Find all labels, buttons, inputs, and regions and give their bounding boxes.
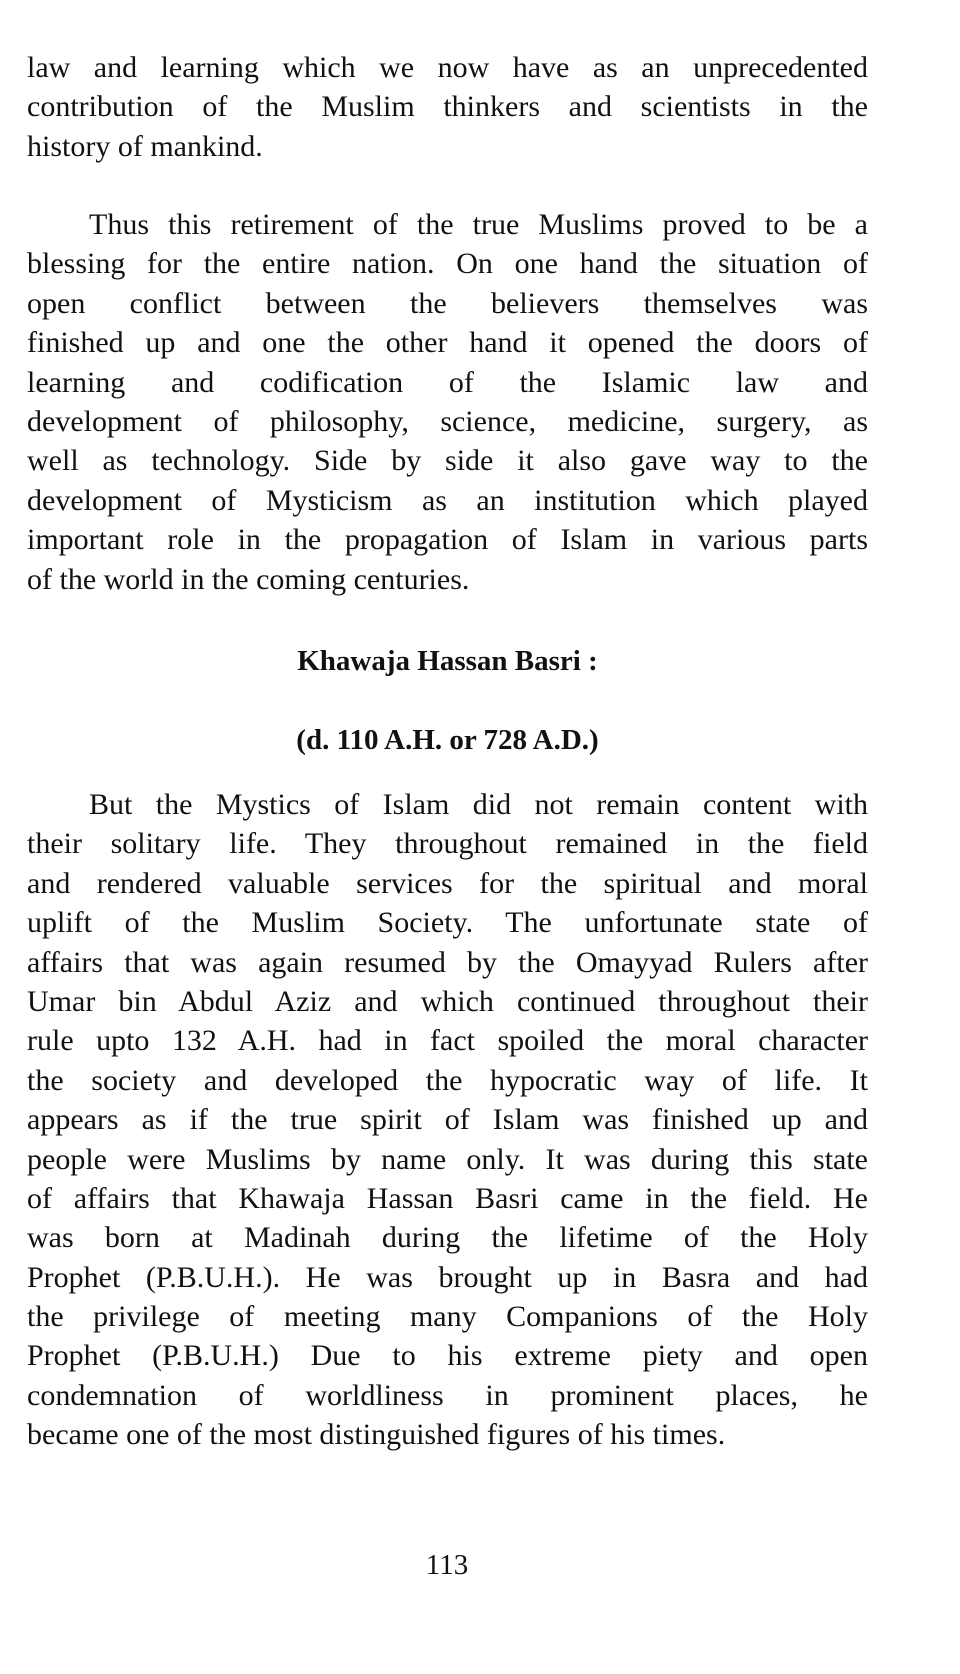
text-line: became one of the most distinguished figures of his times.	[27, 1418, 726, 1452]
paragraph-1	[27, 48, 868, 166]
text-line: development of Mysticism as an institution which played	[27, 483, 868, 517]
text-line: of the world in the coming centuries.	[27, 562, 470, 596]
text-line: affairs that was again resumed by the Omayyad Rulers after	[27, 945, 868, 979]
text-line: learning and codification of the Islamic law and	[27, 365, 868, 399]
text-line: finished up and one the other hand it opened the doors of	[27, 326, 868, 360]
page-number: 113	[425, 1549, 469, 1581]
text-line: well as technology. Side by side it also gave way to the	[27, 444, 868, 478]
text-line: uplift of the Muslim Society. The unfortunate state of	[27, 906, 868, 940]
text-line: But the Mystics of Islam did not remain content with	[89, 788, 868, 821]
paragraph-2	[27, 205, 868, 599]
section-dates: (d. 110 A.H. or 728 A.D.)	[296, 724, 599, 756]
text-line: contribution of the Muslim thinkers and scientists in the	[27, 90, 868, 124]
text-line: appears as if the true spirit of Islam was finished up and	[27, 1103, 868, 1137]
text-line: people were Muslims by name only. It was during this state	[27, 1142, 868, 1176]
text-line: their solitary life. They throughout remained in the field	[27, 827, 868, 861]
text-line: of affairs that Khawaja Hassan Basri came in the field. He	[27, 1181, 868, 1215]
paragraph-3	[27, 785, 868, 1455]
text-line: the privilege of meeting many Companions of the Holy	[27, 1300, 868, 1334]
text-line: Prophet (P.B.U.H.) Due to his extreme piety and open	[27, 1339, 868, 1373]
text-line: open conflict between the believers themselves was	[27, 286, 868, 320]
text-line: Thus this retirement of the true Muslims proved to be a	[89, 208, 868, 241]
text-line: condemnation of worldliness in prominent places, he	[27, 1378, 868, 1412]
text-line: Umar bin Abdul Aziz and which continued throughout their	[27, 984, 868, 1018]
text-line: rule upto 132 A.H. had in fact spoiled the moral character	[27, 1024, 868, 1058]
text-line: development of philosophy, science, medicine, surgery, as	[27, 404, 868, 438]
text-line: Prophet (P.B.U.H.). He was brought up in Basra and had	[27, 1260, 868, 1294]
text-line: was born at Madinah during the lifetime of the Holy	[27, 1221, 868, 1255]
text-line: and rendered valuable services for the spiritual and moral	[27, 866, 868, 900]
section-heading: Khawaja Hassan Basri :	[297, 645, 598, 677]
text-line: important role in the propagation of Islam in various parts	[27, 523, 868, 557]
text-line: blessing for the entire nation. On one hand the situation of	[27, 247, 868, 281]
text-line: law and learning which we now have as an unprecedented	[27, 51, 868, 84]
text-line: history of mankind.	[27, 129, 263, 163]
text-line: the society and developed the hypocratic way of life. It	[27, 1063, 868, 1097]
